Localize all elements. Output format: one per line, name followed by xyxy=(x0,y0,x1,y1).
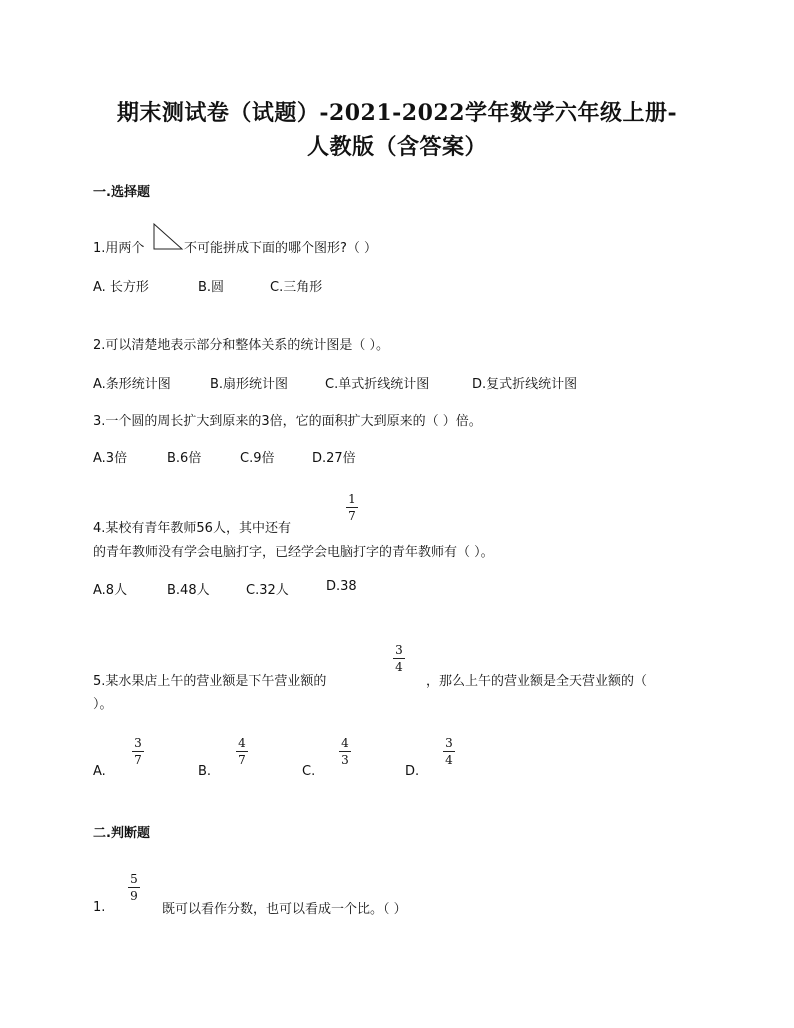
question-5-option-d-label[interactable]: D. xyxy=(405,764,420,779)
fraction-bar xyxy=(339,751,351,752)
fraction-bar xyxy=(132,751,144,752)
fraction-numerator: 3 xyxy=(395,643,403,657)
fraction-bar xyxy=(128,887,140,888)
judgement-1-fraction xyxy=(127,872,141,903)
right-triangle-icon xyxy=(152,222,184,252)
fraction-denominator: 7 xyxy=(348,509,356,523)
question-5-part1: 5.某水果店上午的营业额是下午营业额的 xyxy=(93,674,327,689)
fraction-numerator: 1 xyxy=(348,492,356,506)
question-1-text: 不可能拼成下面的哪个图形?（ ） xyxy=(184,241,378,256)
fraction-numerator: 3 xyxy=(445,736,453,750)
question-5-option-c-label[interactable]: C. xyxy=(302,764,316,779)
fraction-bar xyxy=(236,751,248,752)
question-5-option-b-label[interactable]: B. xyxy=(198,764,212,779)
question-5-option-d-fraction[interactable] xyxy=(442,736,456,767)
fraction-denominator: 9 xyxy=(130,889,138,903)
section-heading-judgement: 二.判断题 xyxy=(93,826,150,841)
question-4-option-b[interactable]: B.48人 xyxy=(167,583,210,598)
question-4-line1: 4.某校有青年教师56人，其中还有 xyxy=(93,521,291,536)
fraction-denominator: 3 xyxy=(341,753,349,767)
question-1-option-a[interactable]: A. 长方形 xyxy=(93,280,149,295)
question-3-option-d[interactable]: D.27倍 xyxy=(312,451,356,466)
fraction-bar xyxy=(443,751,455,752)
question-4-fraction xyxy=(345,492,359,523)
fraction-denominator: 7 xyxy=(238,753,246,767)
question-3-option-b[interactable]: B.6倍 xyxy=(167,451,202,466)
question-5-option-a-fraction[interactable] xyxy=(131,736,145,767)
question-2-option-c[interactable]: C.单式折线统计图 xyxy=(325,377,430,392)
page-title-line1: 期末测试卷（试题）-2021-2022学年数学六年级上册- xyxy=(116,100,678,126)
judgement-1-text: 既可以看作分数，也可以看成一个比。（ ） xyxy=(162,902,407,917)
question-3-option-a[interactable]: A.3倍 xyxy=(93,451,128,466)
question-5-option-a-label[interactable]: A. xyxy=(93,764,106,779)
question-5-option-c-fraction[interactable] xyxy=(338,736,352,767)
question-4-option-c[interactable]: C.32人 xyxy=(246,583,289,598)
page-title-line2: 人教版（含答案） xyxy=(306,134,487,160)
question-2-option-d[interactable]: D.复式折线统计图 xyxy=(472,377,578,392)
fraction-bar xyxy=(346,507,358,508)
fraction-denominator: 4 xyxy=(395,660,403,674)
question-1-prefix: 1.用两个 xyxy=(93,241,145,256)
question-3-text: 3.一个圆的周长扩大到原来的3倍，它的面积扩大到原来的（ ）倍。 xyxy=(93,414,482,429)
judgement-1-label: 1. xyxy=(93,900,106,915)
fraction-denominator: 4 xyxy=(445,753,453,767)
question-4-option-d[interactable]: D.38 xyxy=(326,579,357,594)
question-2-text: 2.可以清楚地表示部分和整体关系的统计图是（ ）。 xyxy=(93,338,390,353)
question-5-line2: ）。 xyxy=(93,697,113,712)
fraction-numerator: 4 xyxy=(341,736,349,750)
fraction-numerator: 4 xyxy=(238,736,246,750)
section-heading-choice: 一.选择题 xyxy=(93,185,150,200)
fraction-denominator: 7 xyxy=(134,753,142,767)
question-5-option-b-fraction[interactable] xyxy=(235,736,249,767)
question-4-option-a[interactable]: A.8人 xyxy=(93,583,128,598)
question-5-part2: ，那么上午的营业额是全天营业额的（ xyxy=(426,674,648,689)
fraction-numerator: 3 xyxy=(134,736,142,750)
question-5-fraction xyxy=(392,643,406,674)
question-3-option-c[interactable]: C.9倍 xyxy=(240,451,275,466)
question-4-line2: 的青年教师没有学会电脑打字，已经学会电脑打字的青年教师有（ ）。 xyxy=(93,545,494,560)
question-2-option-a[interactable]: A.条形统计图 xyxy=(93,377,171,392)
question-1-option-c[interactable]: C.三角形 xyxy=(270,280,323,295)
question-2-option-b[interactable]: B.扇形统计图 xyxy=(210,377,289,392)
fraction-numerator: 5 xyxy=(130,872,138,886)
question-1-option-b[interactable]: B.圆 xyxy=(198,280,225,295)
fraction-bar xyxy=(393,658,405,659)
